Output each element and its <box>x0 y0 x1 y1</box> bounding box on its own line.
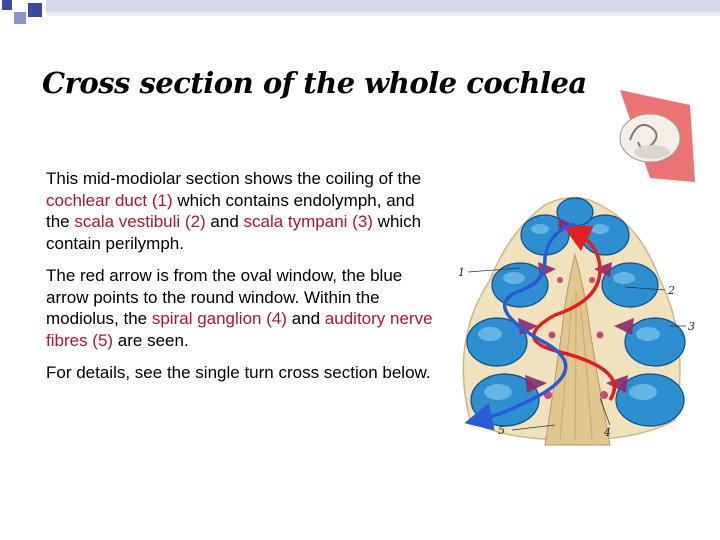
cochlea-figure <box>440 76 712 450</box>
term-cochlear-duct: cochlear duct (1) <box>46 190 173 210</box>
label-4: 4 <box>604 426 611 439</box>
body-text <box>46 168 436 395</box>
term-scala-vestibuli: scala vestibuli (2) <box>74 212 206 231</box>
term-scala-tympani: scala tympani (3) <box>243 212 373 231</box>
paragraph-1: This mid-modiolar section shows the coiling of the cochlear duct (1) which contains endolymph, and the scala vestibuli (2) and scala tympani (3) which contain perilymph. <box>46 169 422 253</box>
paragraph-3: For details, see the single turn cross section below. <box>46 363 431 382</box>
cochlea-section <box>463 198 685 446</box>
orientation-inset <box>620 90 695 182</box>
page-title: Cross section of the whole cochlea <box>42 66 587 100</box>
label-1: 1 <box>458 266 465 279</box>
corner-decoration <box>0 0 720 40</box>
paragraph-2: The red arrow is from the oval window, the blue arrow points to the round window. Within the modiolus, the spiral ganglion (4) and auditory nerve fibres (5) are seen. <box>46 266 433 350</box>
term-auditory-nerve: auditory nerve fibres (5) <box>46 309 433 350</box>
term-spiral-ganglion: spiral ganglion (4) <box>151 309 287 328</box>
label-5: 5 <box>498 424 505 437</box>
label-2: 2 <box>668 284 675 297</box>
label-3: 3 <box>688 320 695 333</box>
